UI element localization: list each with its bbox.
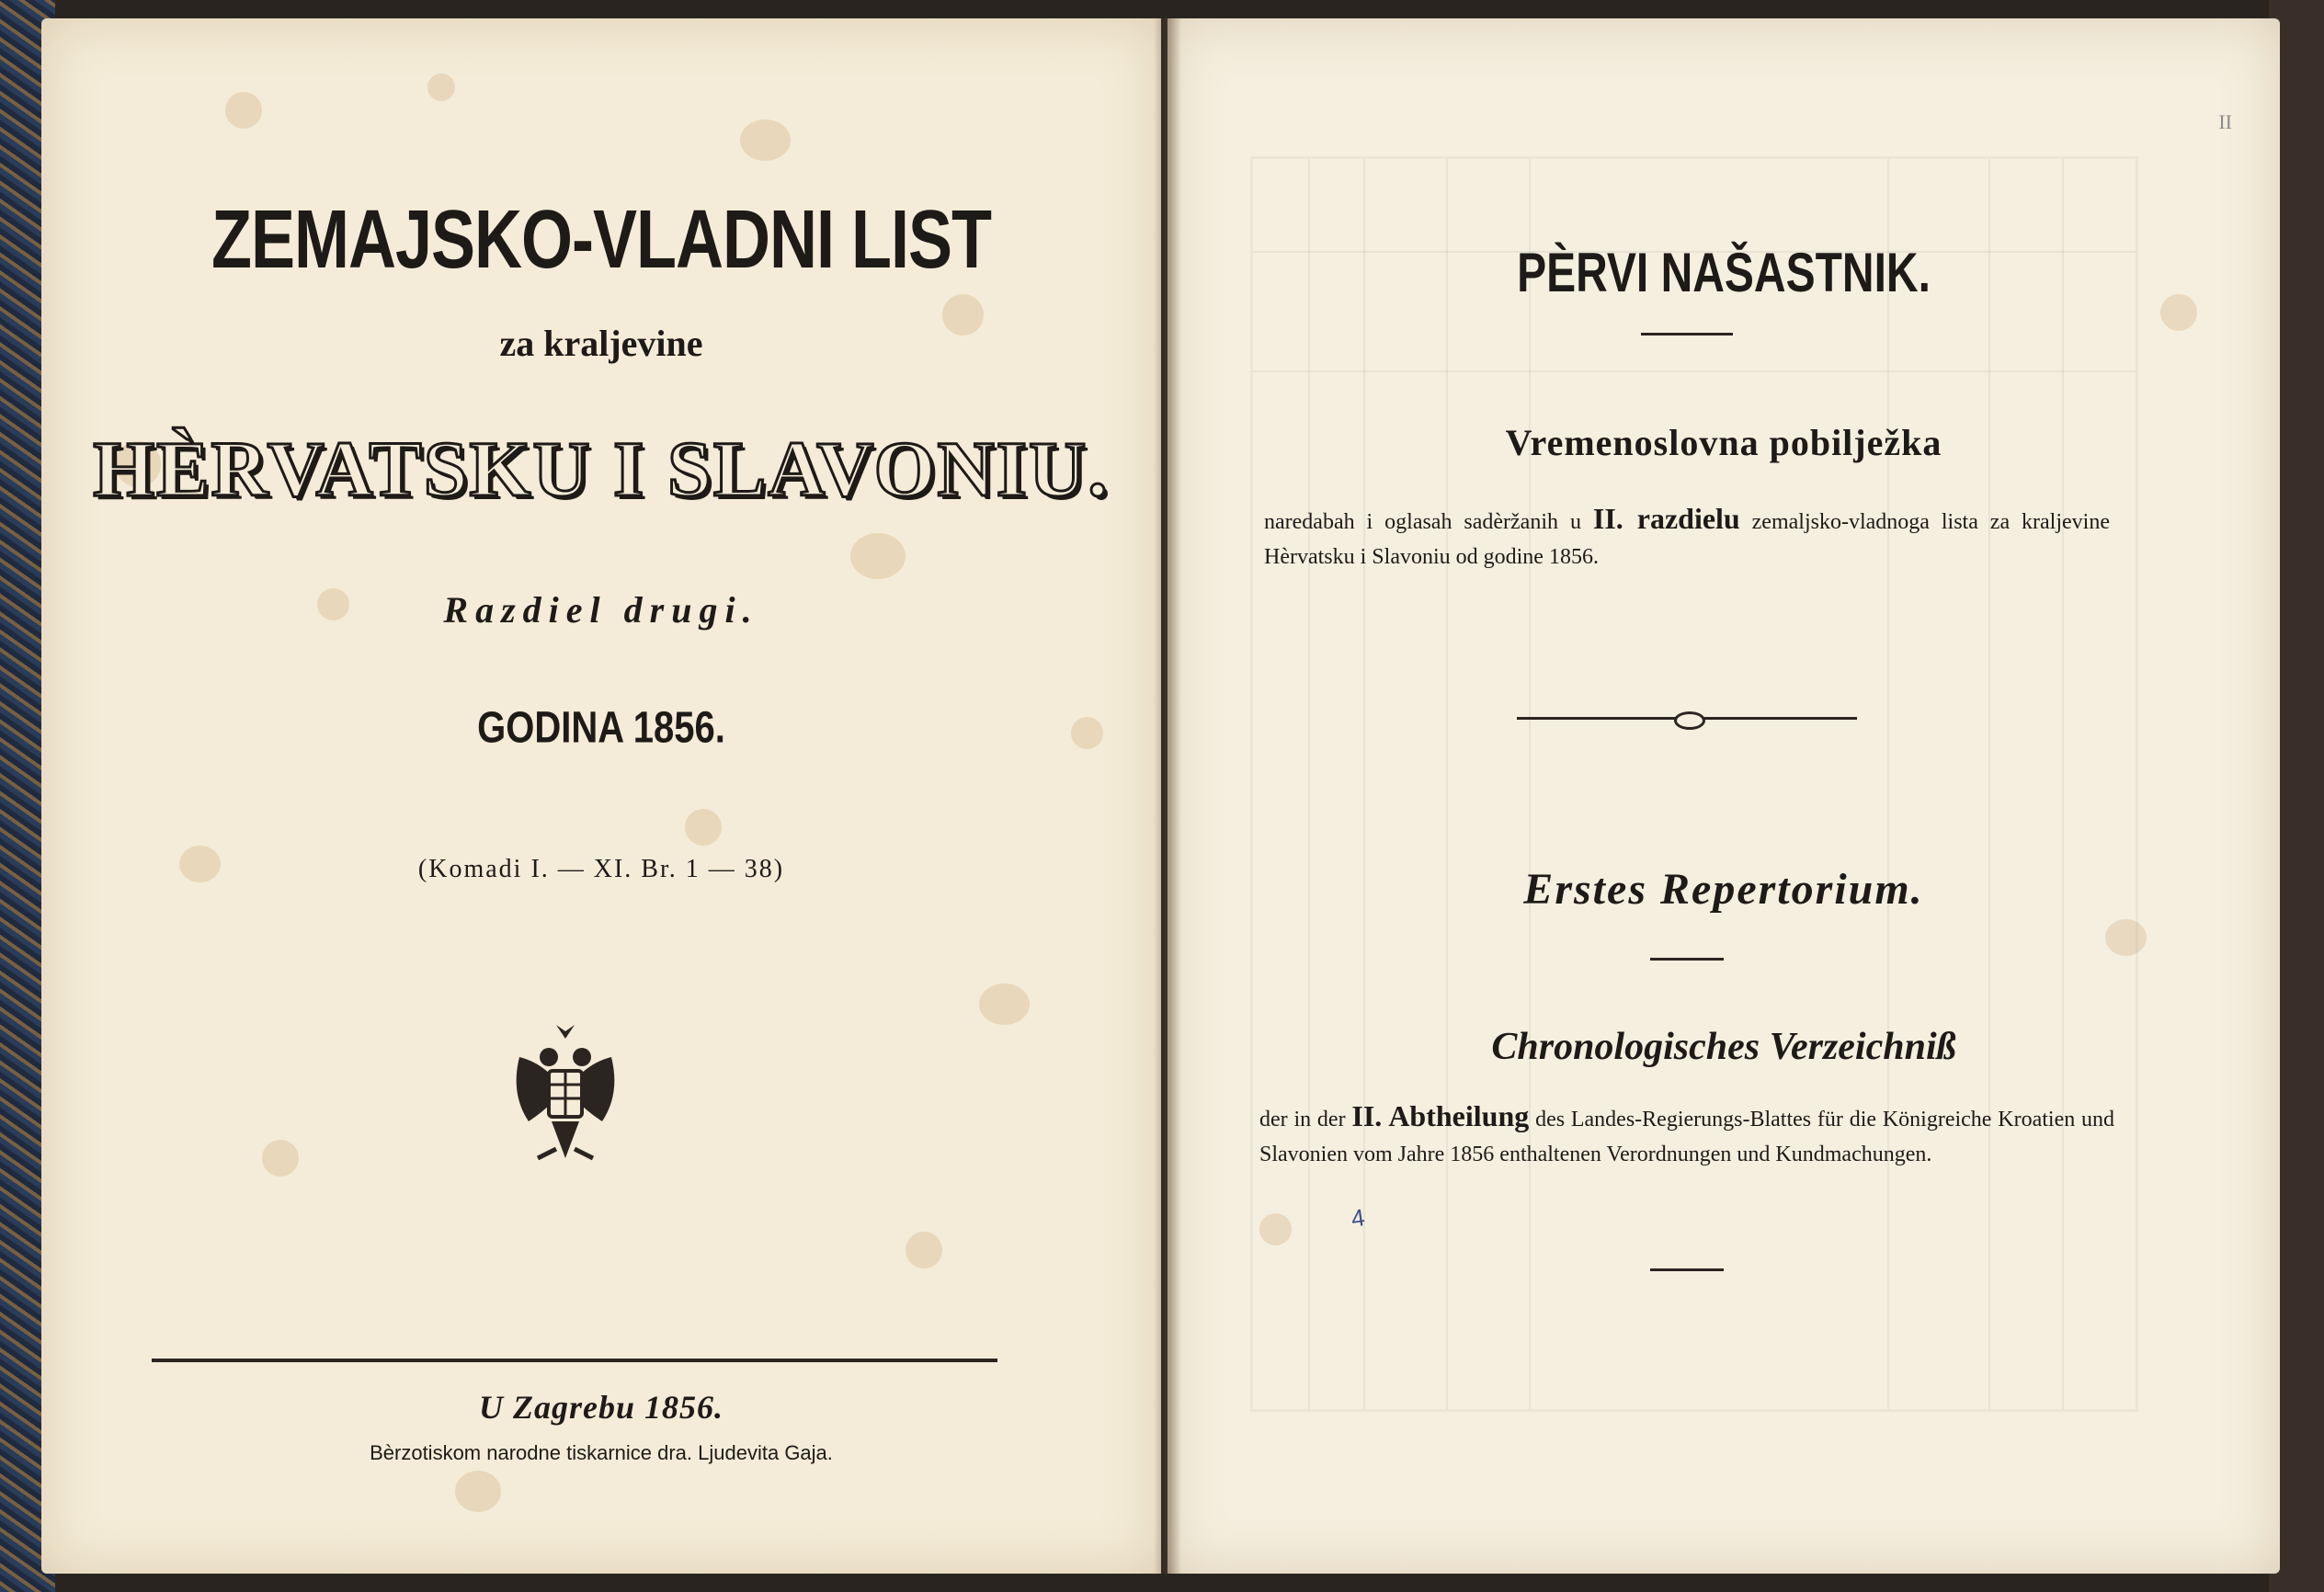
imprint-press: Bèrzotiskom narodne tiskarnice dra. Ljudevita Gaja. [370, 1441, 833, 1464]
croatian-heading: Vremenoslovna pobilježka [1505, 422, 1942, 463]
book-gutter [1154, 18, 1181, 1574]
german-heading: Chronologisches Verzeichniß [1491, 1026, 1956, 1068]
croatian-description: naredabah i oglasah sadèržanih u II. razdielu zemaljsko-vladnoga lista za kraljevine Hèrvatsku i Slavoniu od godine 1856. [1264, 502, 2110, 569]
page-number: II [2218, 110, 2232, 133]
index-page [1168, 18, 2280, 1574]
closing-rule [1650, 1268, 1724, 1271]
show-through-table [1250, 156, 2138, 1412]
index-title: PÈRVI NAŠASTNIK. [1517, 243, 1931, 304]
double-headed-eagle-icon [501, 1020, 630, 1177]
page-title: ZEMAJSKO-VLADNI LIST [211, 194, 991, 286]
german-description: der in der II. Abtheilung des Landes-Regierungs-Blattes für die Königreiche Kroatien und Slavonien vom Jahre 1856 enthaltenen Verordnungen und Kundmachungen. [1259, 1099, 2115, 1166]
issues-range: (Komadi I. — XI. Br. 1 — 38) [417, 855, 785, 883]
german-title: Erstes Repertorium. [1523, 865, 1924, 914]
title-rule [1641, 333, 1733, 335]
divider-rule [152, 1359, 997, 1362]
pencil-annotation: 4 [1349, 1203, 1367, 1233]
year-label: GODINA 1856. [477, 703, 725, 753]
subtitle: za kraljevine [499, 323, 703, 364]
ornamental-flourish [1517, 717, 1857, 720]
section-label: Razdiel drugi. [443, 589, 759, 631]
title-page [41, 18, 1161, 1574]
country-heading: HÈRVATSKU I SLAVONIU. [93, 425, 1110, 513]
german-title-rule [1650, 958, 1724, 961]
imprint-city: U Zagrebu 1856. [479, 1389, 723, 1426]
